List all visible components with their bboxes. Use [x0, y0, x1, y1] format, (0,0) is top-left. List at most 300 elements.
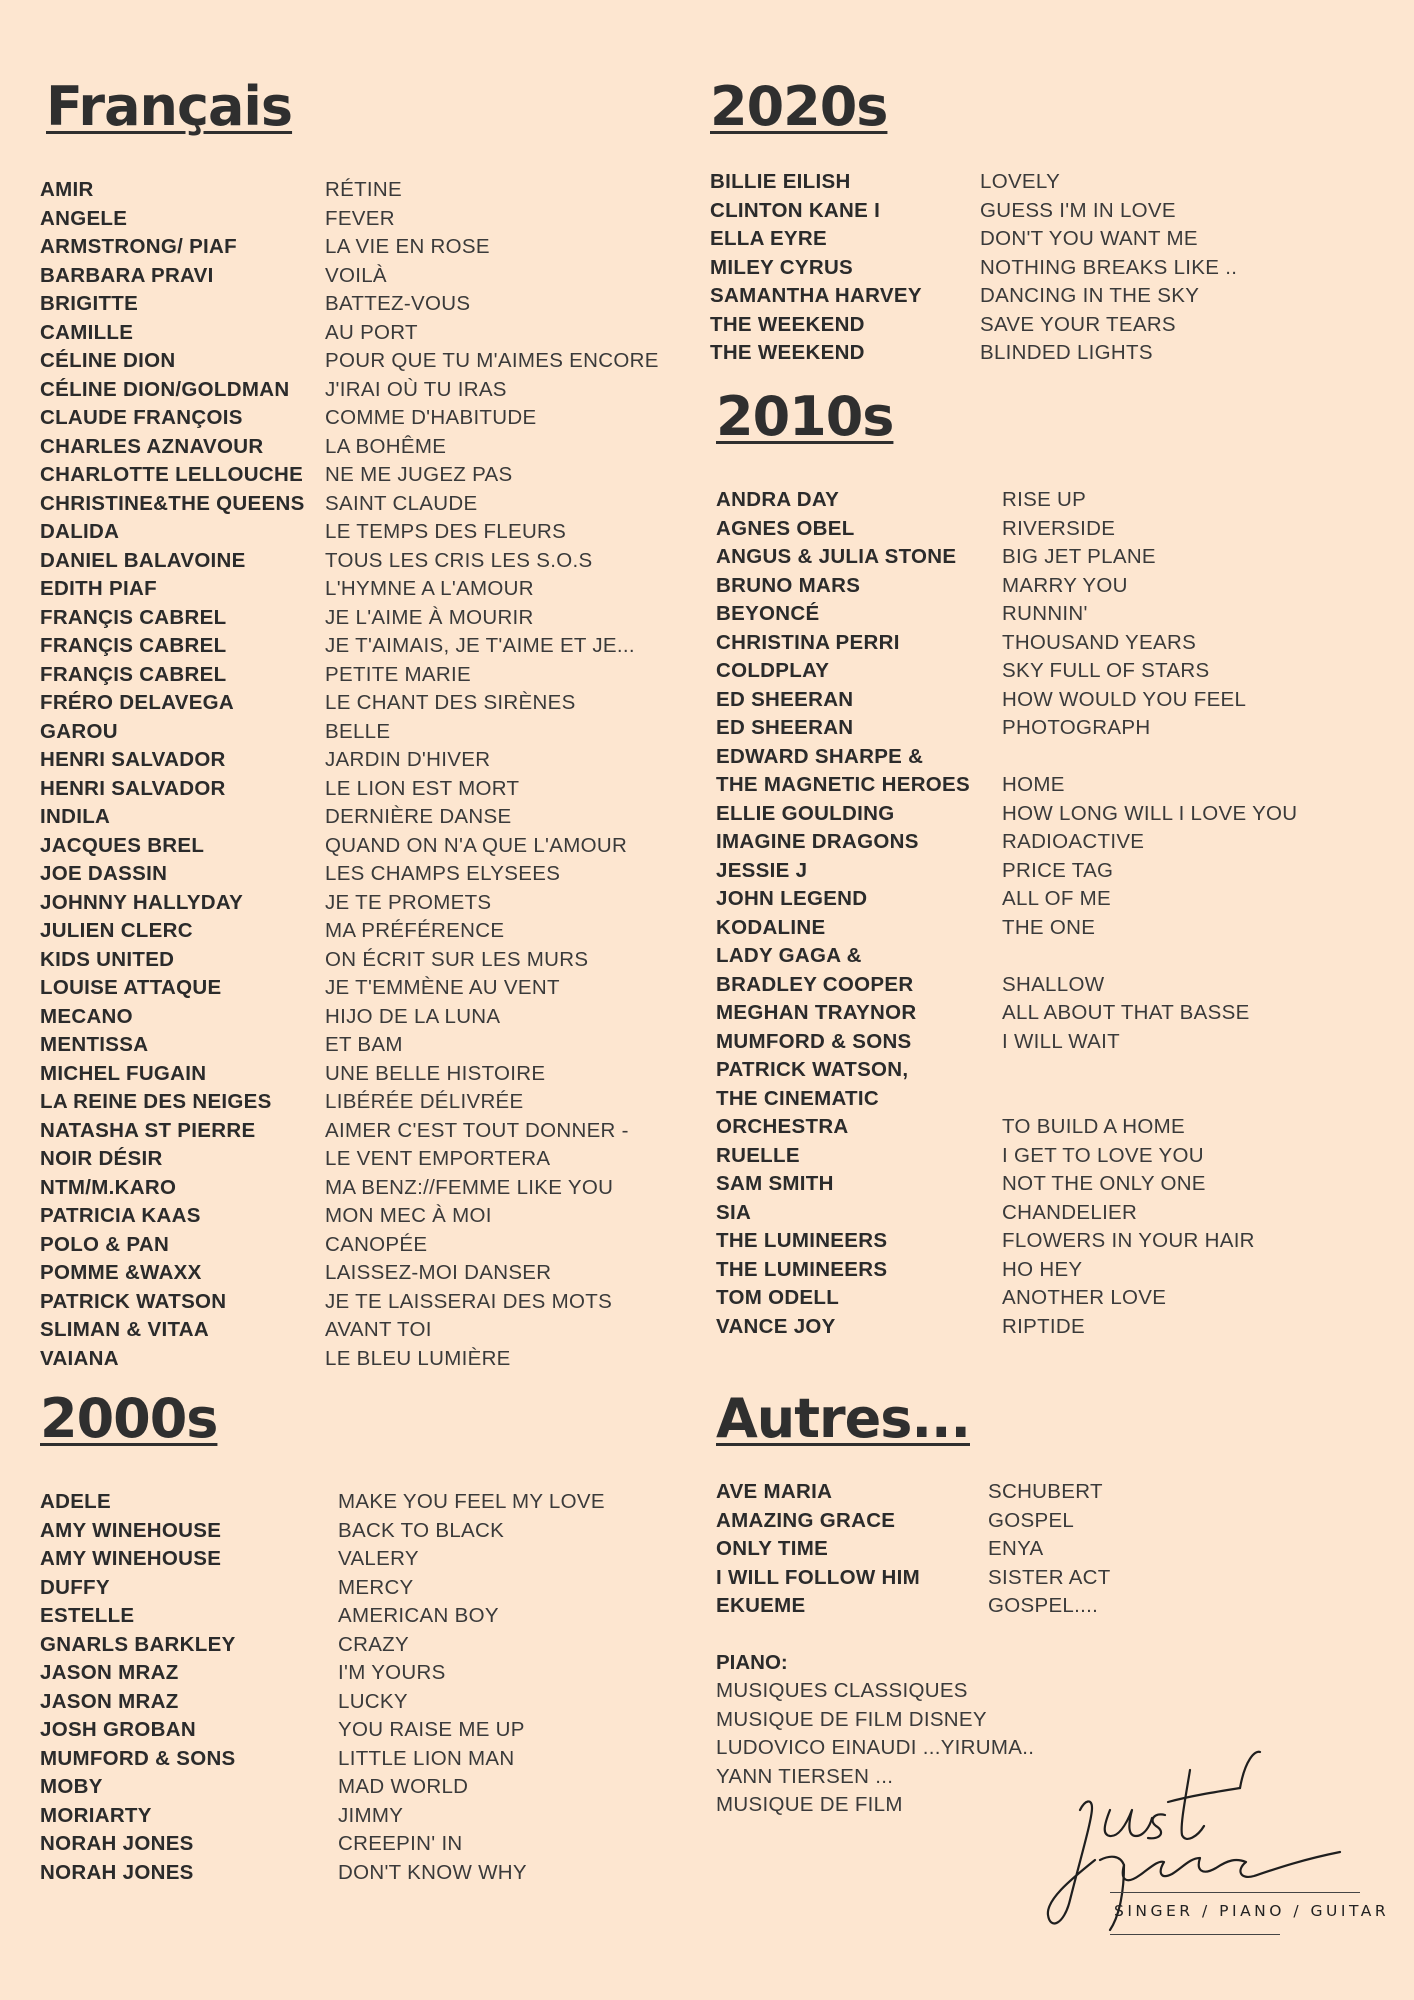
list-item	[716, 1001, 1376, 1030]
artist-name: BILLIE EILISH	[710, 170, 851, 193]
song-title: ET BAM	[325, 1033, 403, 1056]
song-title: COMME D'HABITUDE	[325, 406, 537, 429]
list-item	[40, 1290, 680, 1319]
song-title: AMERICAN BOY	[338, 1604, 499, 1627]
artist-name: THE CINEMATIC	[716, 1086, 879, 1110]
song-title: THOUSAND YEARS	[1002, 630, 1197, 654]
list-item	[716, 773, 1376, 802]
artist-name: ELLA EYRE	[710, 227, 827, 250]
artist-name: PATRICK WATSON,	[716, 1058, 909, 1081]
artist-name: ORCHESTRA	[716, 1115, 849, 1138]
list-item	[716, 688, 1376, 717]
artist-name: SLIMAN & VITAA	[40, 1318, 209, 1341]
list-item	[40, 663, 680, 692]
song-title: AU PORT	[325, 320, 418, 344]
list-item	[716, 802, 1376, 831]
song-title: LIBÉRÉE DÉLIVRÉE	[325, 1090, 524, 1113]
song-title: LE BLEU LUMIÈRE	[325, 1346, 511, 1370]
list-item	[716, 859, 1376, 888]
song-title: FLOWERS IN YOUR HAIR	[1002, 1229, 1255, 1252]
artist-name: I WILL FOLLOW HIM	[716, 1565, 920, 1589]
artist-name: RUELLE	[716, 1143, 800, 1167]
list-item	[710, 227, 1370, 256]
list-item	[40, 1718, 680, 1747]
logo-rule-bottom	[1110, 1934, 1280, 1935]
artist-name: NORAH JONES	[40, 1832, 194, 1855]
list-item	[40, 919, 680, 948]
song-title: RISE UP	[1002, 488, 1087, 511]
piano-line: LUDOVICO EINAUDI ...YIRUMA..	[716, 1736, 1035, 1759]
list-item	[716, 1201, 1376, 1230]
song-title: CHANDELIER	[1002, 1200, 1138, 1224]
artist-name: ANDRA DAY	[716, 488, 840, 511]
artist-name: JOSH GROBAN	[40, 1718, 196, 1741]
list-item	[716, 1315, 1376, 1344]
list-item	[40, 1318, 680, 1347]
list-item	[40, 1747, 680, 1776]
song-title: HOW LONG WILL I LOVE YOU	[1002, 801, 1298, 825]
artist-name: CLAUDE FRANÇOIS	[40, 406, 243, 429]
song-title: NOTHING BREAKS LIKE ..	[980, 255, 1238, 279]
song-title: SISTER ACT	[988, 1565, 1111, 1589]
artist-name: JOE DASSIN	[40, 862, 168, 885]
list-item	[40, 178, 680, 207]
artist-name: POLO & PAN	[40, 1232, 170, 1256]
song-title: TOUS LES CRIS LES S.O.S	[325, 548, 593, 572]
artist-name: MUMFORD & SONS	[716, 1029, 912, 1053]
artist-name: SAMANTHA HARVEY	[710, 284, 922, 307]
artist-name: BRADLEY COOPER	[716, 972, 914, 996]
song-title: PETITE MARIE	[325, 662, 471, 686]
artist-name: NTM/M.KARO	[40, 1175, 177, 1199]
song-title: HOW WOULD YOU FEEL	[1002, 687, 1247, 711]
list-item	[40, 549, 680, 578]
artist-name: MEGHAN TRAYNOR	[716, 1001, 917, 1024]
artist-name: BRIGITTE	[40, 292, 139, 315]
list-item	[716, 1594, 1316, 1623]
artist-name: ANGELE	[40, 206, 128, 230]
artist-name: JOHN LEGEND	[716, 887, 868, 910]
section-2000s	[40, 1387, 680, 1889]
artist-name: JESSIE J	[716, 858, 808, 882]
artist-name: FRÉRO DELAVEGA	[40, 691, 235, 714]
list-item	[716, 973, 1376, 1002]
artist-name: BEYONCÉ	[716, 602, 820, 625]
artist-name: ED SHEERAN	[716, 687, 854, 711]
song-title: DON'T YOU WANT ME	[980, 227, 1198, 250]
list-item	[40, 634, 680, 663]
list-item	[716, 1229, 1376, 1258]
song-title: RIVERSIDE	[1002, 516, 1116, 540]
artist-name: HENRI SALVADOR	[40, 776, 226, 800]
artist-name: SIA	[716, 1200, 752, 1224]
artist-name: THE LUMINEERS	[716, 1257, 888, 1281]
song-title: I WILL WAIT	[1002, 1029, 1120, 1053]
song-title: LUCKY	[338, 1689, 408, 1713]
artist-name: IMAGINE DRAGONS	[716, 830, 919, 853]
list-item	[40, 1775, 680, 1804]
song-title: DANCING IN THE SKY	[980, 284, 1200, 307]
list-item	[716, 1286, 1376, 1315]
artist-name: BARBARA PRAVI	[40, 263, 214, 287]
list-item	[40, 1176, 680, 1205]
song-title: MARRY YOU	[1002, 573, 1128, 597]
s2000-list	[40, 1490, 680, 1889]
list-item	[716, 1566, 1316, 1595]
song-title: CANOPÉE	[325, 1232, 428, 1256]
piano-title: PIANO:	[716, 1650, 788, 1674]
artist-name: VAIANA	[40, 1346, 119, 1370]
list-item	[716, 1537, 1316, 1566]
list-item	[40, 1832, 680, 1861]
s2020-list	[710, 170, 1370, 370]
artist-name: ADELE	[40, 1490, 111, 1513]
artist-name: KIDS UNITED	[40, 947, 175, 971]
artist-name: EKUEME	[716, 1594, 806, 1617]
list-item	[40, 1633, 680, 1662]
artist-name: MENTISSA	[40, 1033, 149, 1056]
list-item	[716, 1172, 1376, 1201]
heading-autres: Autres...	[716, 1387, 970, 1450]
song-title: SKY FULL OF STARS	[1002, 659, 1210, 682]
piano-line: MUSIQUE DE FILM DISNEY	[716, 1707, 987, 1731]
piano-line: YANN TIERSEN ...	[716, 1764, 894, 1788]
song-title: THE ONE	[1002, 915, 1096, 939]
artist-name: HENRI SALVADOR	[40, 748, 226, 771]
piano-line: MUSIQUE DE FILM	[716, 1793, 903, 1816]
list-item	[40, 235, 680, 264]
song-title: NE ME JUGEZ PAS	[325, 463, 513, 486]
list-item	[710, 199, 1370, 228]
song-title: BLINDED LIGHTS	[980, 341, 1153, 364]
list-item	[40, 1661, 680, 1690]
song-title: MA BENZ://FEMME LIKE YOU	[325, 1175, 614, 1199]
artist-name: DANIEL BALAVOINE	[40, 548, 246, 572]
artist-name: AMIR	[40, 178, 94, 201]
section-2020s	[710, 75, 1370, 370]
artist-name: AMY WINEHOUSE	[40, 1547, 222, 1570]
list-item	[40, 406, 680, 435]
artist-name: LA REINE DES NEIGES	[40, 1090, 272, 1113]
list-item	[40, 976, 680, 1005]
song-title: BATTEZ-VOUS	[325, 292, 471, 315]
artist-name: CAMILLE	[40, 320, 134, 344]
song-title: RUNNIN'	[1002, 602, 1088, 625]
list-item	[40, 463, 680, 492]
autres-list	[716, 1480, 1316, 1623]
song-title: DON'T KNOW WHY	[338, 1860, 527, 1884]
artist-name: CHARLOTTE LELLOUCHE	[40, 463, 304, 486]
artist-name: CHRISTINA PERRI	[716, 630, 900, 654]
list-item	[716, 716, 1376, 745]
artist-name: JOHNNY HALLYDAY	[40, 890, 244, 914]
list-item	[40, 520, 680, 549]
song-title: POUR QUE TU M'AIMES ENCORE	[325, 349, 659, 372]
list-item	[40, 1261, 680, 1290]
artist-name: TOM ODELL	[716, 1286, 840, 1309]
song-title: JE TE LAISSERAI DES MOTS	[325, 1289, 613, 1313]
song-title: JE L'AIME À MOURIR	[325, 605, 534, 629]
list-item	[40, 691, 680, 720]
list-item	[40, 1490, 680, 1519]
heading-2000s: 2000s	[40, 1387, 218, 1450]
artist-name: LOUISE ATTAQUE	[40, 976, 222, 999]
artist-name: KODALINE	[716, 915, 826, 939]
song-title: MON MEC À MOI	[325, 1204, 492, 1227]
list-item	[716, 944, 1376, 973]
list-item	[40, 1547, 680, 1576]
list-item	[40, 606, 680, 635]
song-title: LOVELY	[980, 170, 1061, 193]
song-title: AVANT TOI	[325, 1318, 432, 1341]
list-item	[710, 313, 1370, 342]
song-title: RADIOACTIVE	[1002, 830, 1145, 853]
song-title: BELLE	[325, 719, 391, 743]
song-title: MA PRÉFÉRENCE	[325, 919, 505, 942]
artist-name: AVE MARIA	[716, 1480, 833, 1503]
artist-name: CÉLINE DION/GOLDMAN	[40, 377, 290, 401]
song-title: BACK TO BLACK	[338, 1518, 505, 1542]
artist-name: CLINTON KANE I	[710, 198, 881, 222]
song-title: DERNIÈRE DANSE	[325, 805, 512, 828]
piano-line: MUSIQUES CLASSIQUES	[716, 1679, 968, 1702]
song-title: JE T'AIMAIS, JE T'AIME ET JE...	[325, 634, 635, 657]
artist-name: ANGUS & JULIA STONE	[716, 545, 957, 568]
artist-name: POMME &WAXX	[40, 1261, 202, 1284]
song-title: LES CHAMPS ELYSEES	[325, 862, 561, 885]
song-title: MERCY	[338, 1575, 414, 1599]
heading-francais: Français	[46, 75, 293, 138]
list-item	[716, 1509, 1316, 1538]
song-title: PHOTOGRAPH	[1002, 716, 1151, 739]
song-title: QUAND ON N'A QUE L'AMOUR	[325, 833, 628, 857]
song-title: I GET TO LOVE YOU	[1002, 1143, 1204, 1167]
list-item	[40, 292, 680, 321]
list-item	[40, 1233, 680, 1262]
list-item	[40, 1033, 680, 1062]
list-item	[40, 1861, 680, 1890]
song-title: GOSPEL....	[988, 1594, 1099, 1617]
list-item	[40, 1604, 680, 1633]
list-item	[40, 834, 680, 863]
artist-name: DUFFY	[40, 1575, 110, 1599]
artist-name: ARMSTRONG/ PIAF	[40, 235, 237, 258]
artist-name: ESTELLE	[40, 1604, 135, 1627]
list-item	[40, 748, 680, 777]
list-item	[40, 948, 680, 977]
artist-name: JACQUES BREL	[40, 833, 205, 857]
list-item	[40, 1576, 680, 1605]
list-item	[40, 492, 680, 521]
list-item	[710, 284, 1370, 313]
list-item	[40, 577, 680, 606]
song-title: LA VIE EN ROSE	[325, 235, 490, 258]
list-item	[716, 1058, 1376, 1087]
list-item	[710, 170, 1370, 199]
list-item	[40, 1119, 680, 1148]
song-title: VALERY	[338, 1547, 419, 1570]
song-title: ALL OF ME	[1002, 887, 1112, 910]
heading-2010s: 2010s	[716, 385, 894, 448]
artist-name: MORIARTY	[40, 1803, 152, 1827]
artist-name: CHARLES AZNAVOUR	[40, 434, 264, 458]
song-title: FEVER	[325, 206, 395, 230]
list-item	[40, 321, 680, 350]
list-item	[710, 256, 1370, 285]
list-item	[40, 1005, 680, 1034]
list-item	[716, 745, 1376, 774]
song-title: HO HEY	[1002, 1257, 1083, 1281]
list-item	[40, 1147, 680, 1176]
song-title: HOME	[1002, 773, 1065, 796]
list-item	[716, 1030, 1376, 1059]
artist-name: MICHEL FUGAIN	[40, 1061, 207, 1085]
list-item	[40, 777, 680, 806]
artist-name: CHRISTINE&THE QUEENS	[40, 491, 305, 515]
song-title: RIPTIDE	[1002, 1314, 1085, 1338]
song-title: LA BOHÊME	[325, 434, 447, 458]
song-title: UNE BELLE HISTOIRE	[325, 1061, 546, 1085]
list-item	[716, 488, 1376, 517]
artist-name: JASON MRAZ	[40, 1661, 179, 1684]
artist-name: ONLY TIME	[716, 1537, 829, 1560]
artist-name: DALIDA	[40, 520, 120, 543]
list-item	[716, 1115, 1376, 1144]
list-item	[716, 1144, 1376, 1173]
song-title: SCHUBERT	[988, 1480, 1103, 1503]
artist-name: ELLIE GOULDING	[716, 801, 895, 825]
artist-name: THE LUMINEERS	[716, 1229, 888, 1252]
list-item	[716, 1258, 1376, 1287]
song-title: MAKE YOU FEEL MY LOVE	[338, 1490, 605, 1513]
list-item	[40, 207, 680, 236]
list-item	[40, 862, 680, 891]
logo-tagline: SINGER / PIANO / GUITAR	[1114, 1902, 1390, 1920]
song-title: ALL ABOUT THAT BASSE	[1002, 1001, 1250, 1024]
song-title: MAD WORLD	[338, 1775, 469, 1798]
list-item	[716, 887, 1376, 916]
artist-name: INDILA	[40, 805, 111, 828]
song-title: LITTLE LION MAN	[338, 1746, 515, 1770]
list-item	[40, 1090, 680, 1119]
list-item	[40, 720, 680, 749]
list-item	[716, 1480, 1316, 1509]
song-title: SAINT CLAUDE	[325, 491, 478, 515]
song-title: PRICE TAG	[1002, 858, 1114, 882]
song-title: J'IRAI OÙ TU IRAS	[325, 377, 507, 401]
song-title: JARDIN D'HIVER	[325, 748, 491, 771]
song-title: ON ÉCRIT SUR LES MURS	[325, 947, 589, 971]
list-item	[716, 916, 1376, 945]
section-2010s	[716, 385, 1376, 1343]
song-title: NOT THE ONLY ONE	[1002, 1172, 1206, 1195]
artist-name: SAM SMITH	[716, 1172, 834, 1195]
list-item	[710, 341, 1370, 370]
artist-name: COLDPLAY	[716, 659, 830, 682]
song-title: VOILÀ	[325, 263, 387, 287]
song-title: SAVE YOUR TEARS	[980, 312, 1176, 336]
list-item	[40, 264, 680, 293]
s2010-list	[716, 488, 1376, 1343]
song-title: LAISSEZ-MOI DANSER	[325, 1261, 552, 1284]
song-title: CREEPIN' IN	[338, 1832, 463, 1855]
list-item	[40, 1204, 680, 1233]
artist-name: EDWARD SHARPE &	[716, 744, 924, 768]
list-item	[716, 574, 1376, 603]
song-title: LE VENT EMPORTERA	[325, 1147, 551, 1170]
list-item	[40, 1062, 680, 1091]
list-item	[716, 830, 1376, 859]
list-item	[40, 1519, 680, 1548]
artist-name: MECANO	[40, 1004, 133, 1028]
logo-rule-top	[1110, 1892, 1360, 1893]
francais-list	[40, 178, 680, 1375]
artist-name: FRANÇIS CABREL	[40, 605, 227, 629]
artist-name: EDITH PIAF	[40, 577, 157, 600]
song-title: HIJO DE LA LUNA	[325, 1004, 501, 1028]
artist-name: NATASHA ST PIERRE	[40, 1118, 256, 1142]
artist-name: NORAH JONES	[40, 1860, 194, 1884]
heading-2020s: 2020s	[710, 75, 888, 138]
list-item	[716, 517, 1376, 546]
artist-name: THE WEEKEND	[710, 341, 865, 364]
list-item	[716, 659, 1376, 688]
artist-name: FRANÇIS CABREL	[40, 634, 227, 657]
artist-name: GNARLS BARKLEY	[40, 1632, 236, 1656]
song-title: JE T'EMMÈNE AU VENT	[325, 976, 560, 999]
list-item	[40, 349, 680, 378]
song-title: GUESS I'M IN LOVE	[980, 198, 1176, 222]
artist-name: VANCE JOY	[716, 1314, 836, 1338]
list-item	[40, 1690, 680, 1719]
artist-name: LADY GAGA &	[716, 944, 862, 967]
list-item	[40, 435, 680, 464]
song-title: GOSPEL	[988, 1508, 1075, 1532]
song-title: CRAZY	[338, 1632, 409, 1656]
artist-name: PATRICIA KAAS	[40, 1204, 201, 1227]
list-item	[716, 1087, 1376, 1116]
artist-name: FRANÇIS CABREL	[40, 662, 227, 686]
artist-name: NOIR DÉSIR	[40, 1147, 163, 1170]
artist-name: PATRICK WATSON	[40, 1289, 227, 1313]
list-item	[40, 1347, 680, 1376]
song-title: LE TEMPS DES FLEURS	[325, 520, 567, 543]
song-title: ANOTHER LOVE	[1002, 1286, 1167, 1309]
song-title: LE CHANT DES SIRÈNES	[325, 691, 576, 714]
artist-name: ED SHEERAN	[716, 716, 854, 739]
song-title: JIMMY	[338, 1803, 404, 1827]
song-title: BIG JET PLANE	[1002, 545, 1156, 568]
song-title: JE TE PROMETS	[325, 890, 492, 914]
artist-name: GAROU	[40, 719, 118, 743]
list-item	[716, 545, 1376, 574]
artist-name: JASON MRAZ	[40, 1689, 179, 1713]
artist-name: THE WEEKEND	[710, 312, 865, 336]
list-item	[40, 1804, 680, 1833]
list-item	[40, 891, 680, 920]
artist-name: AMY WINEHOUSE	[40, 1518, 222, 1542]
section-francais	[40, 75, 680, 1375]
list-item	[716, 631, 1376, 660]
list-item	[716, 602, 1376, 631]
artist-name: AGNES OBEL	[716, 516, 855, 540]
song-title: AIMER C'EST TOUT DONNER -	[325, 1118, 629, 1142]
artist-name: BRUNO MARS	[716, 573, 861, 597]
artist-name: JULIEN CLERC	[40, 919, 193, 942]
song-title: LE LION EST MORT	[325, 776, 520, 800]
song-title: ENYA	[988, 1537, 1044, 1560]
artist-name: MUMFORD & SONS	[40, 1746, 236, 1770]
